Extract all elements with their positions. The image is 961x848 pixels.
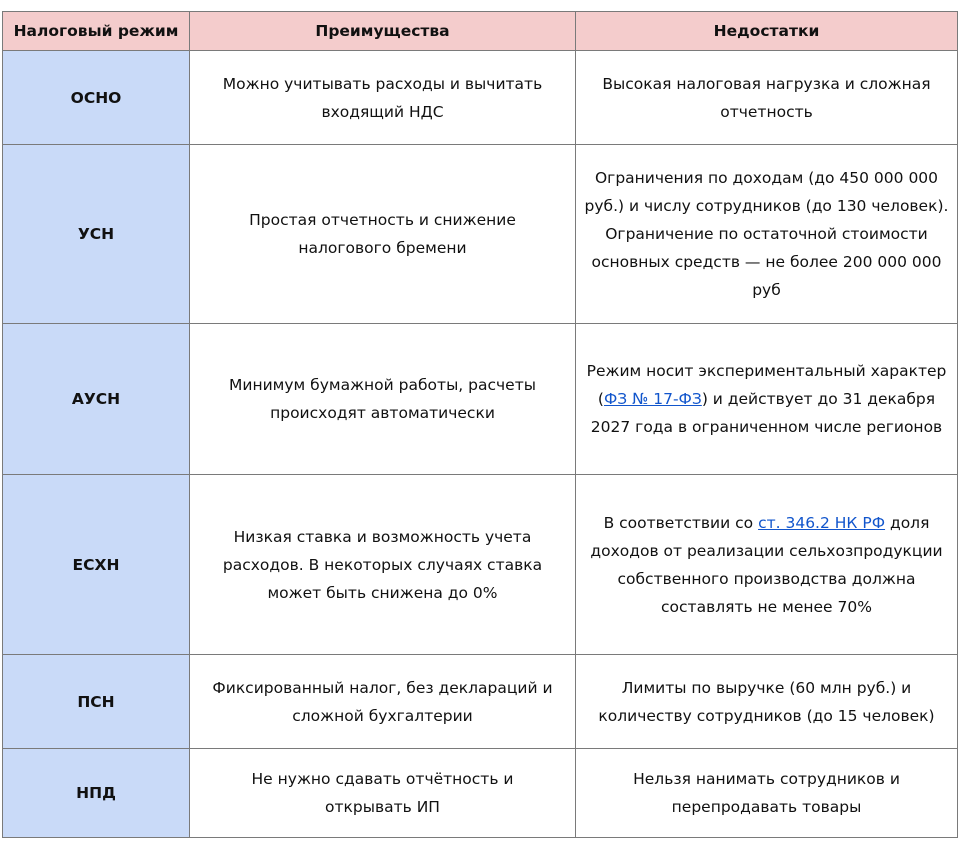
table-row bbox=[3, 655, 958, 749]
header-advantages: Преимущества bbox=[190, 12, 576, 51]
tax-regime-table bbox=[2, 11, 958, 838]
disadvantages-cell bbox=[576, 51, 958, 145]
advantages-cell: Фиксированный налог, без деклараций и сложной бухгалтерии bbox=[190, 655, 576, 749]
disadvantages-text: В соответствии со bbox=[603, 513, 759, 532]
disadvantages-text: Лимиты по выручке (60 млн руб.) и количеству сотрудников (до 15 человек) bbox=[598, 678, 935, 725]
regime-cell: ЕСХН bbox=[3, 475, 190, 655]
fz-17-link[interactable]: ФЗ № 17-ФЗ bbox=[603, 390, 702, 408]
disadvantages-cell bbox=[576, 324, 958, 475]
table-row bbox=[3, 145, 958, 324]
disadvantages-cell bbox=[576, 475, 958, 655]
disadvantages-text: Высокая налоговая нагрузка и сложная отчетность bbox=[602, 74, 931, 121]
regime-cell: ПСН bbox=[3, 655, 190, 749]
regime-cell: УСН bbox=[3, 145, 190, 324]
table-row bbox=[3, 51, 958, 145]
table-row bbox=[3, 324, 958, 475]
disadvantages-text: Режим носит экспериментальный характер ( bbox=[586, 362, 947, 408]
advantages-cell: Низкая ставка и возможность учета расходов. В некоторых случаях ставка может быть снижена до 0% bbox=[190, 475, 576, 655]
regime-cell: ОСНО bbox=[3, 51, 190, 145]
advantages-cell: Простая отчетность и снижение налогового бремени bbox=[190, 145, 576, 324]
disadvantages-text: доля доходов от реализации сельхозпродукции собственного производства должна составлять не менее 70% bbox=[590, 513, 943, 616]
nk-rf-346-2-link[interactable]: ст. 346.2 НК РФ bbox=[758, 513, 886, 532]
table-row bbox=[3, 749, 958, 838]
disadvantages-text: Ограничения по доходам (до 450 000 000 руб.) и числу сотрудников (до 130 человек). Ограничение по остаточной стоимости основных средств — не более 200 000 000 руб bbox=[584, 169, 949, 299]
regime-cell: НПД bbox=[3, 749, 190, 838]
table-row bbox=[3, 475, 958, 655]
header-regime: Налоговый режим bbox=[3, 12, 190, 51]
header-row bbox=[3, 12, 958, 51]
regime-cell: АУСН bbox=[3, 324, 190, 475]
disadvantages-text: ) и действует до 31 декабря 2027 года в ограниченном числе регионов bbox=[590, 390, 943, 436]
disadvantages-cell bbox=[576, 655, 958, 749]
advantages-cell: Минимум бумажной работы, расчеты происходят автоматически bbox=[190, 324, 576, 475]
advantages-cell: Можно учитывать расходы и вычитать входящий НДС bbox=[190, 51, 576, 145]
header-disadvantages: Недостатки bbox=[576, 12, 958, 51]
disadvantages-text: Нельзя нанимать сотрудников и перепродавать товары bbox=[633, 770, 900, 816]
disadvantages-cell bbox=[576, 145, 958, 324]
advantages-cell: Не нужно сдавать отчётность и открывать ИП bbox=[190, 749, 576, 838]
disadvantages-cell bbox=[576, 749, 958, 838]
